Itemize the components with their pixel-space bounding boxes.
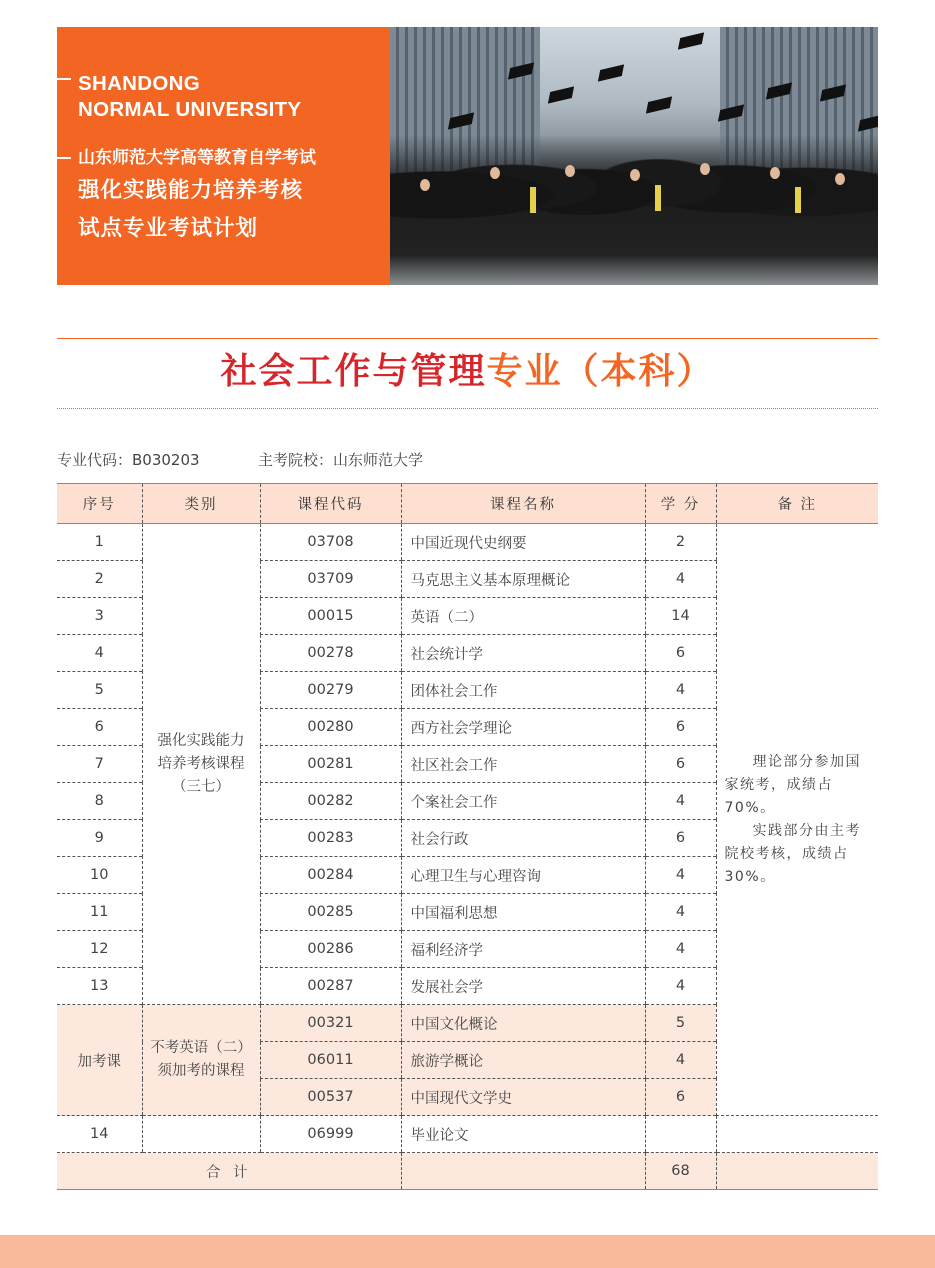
note-practice: 实践部分由主考院校考核，成绩占30%。 [724, 822, 861, 885]
course-name: 马克思主义基本原理概论 [401, 561, 645, 598]
grad-cap-icon [598, 64, 624, 81]
header-banner [57, 27, 878, 285]
banner-subtitle-1: 山东师范大学高等教育自学考试 [78, 148, 316, 168]
category-main [142, 524, 260, 1005]
note-cell [716, 524, 878, 1116]
course-code: 00285 [260, 894, 401, 931]
course-code: 00537 [260, 1079, 401, 1116]
graduation-photo [390, 27, 878, 285]
banner-text-panel [57, 27, 390, 285]
course-code: 00279 [260, 672, 401, 709]
course-credit: 4 [645, 931, 716, 968]
face [700, 163, 710, 175]
course-credit: 4 [645, 561, 716, 598]
row-no: 1 [57, 524, 142, 561]
table-header-row [57, 484, 878, 524]
course-credit: 4 [645, 968, 716, 1005]
row-no: 3 [57, 598, 142, 635]
header-credit: 学 分 [645, 484, 716, 524]
course-name: 毕业论文 [401, 1116, 645, 1153]
category-empty [142, 1116, 260, 1153]
title-bottom-rule [57, 408, 878, 409]
row-no: 4 [57, 635, 142, 672]
course-code: 06999 [260, 1116, 401, 1153]
category-main-line1: 强化实践能力 [157, 732, 245, 749]
course-credit: 6 [645, 709, 716, 746]
course-name: 社区社会工作 [401, 746, 645, 783]
header-no: 序号 [57, 484, 142, 524]
row-no: 12 [57, 931, 142, 968]
course-code: 00282 [260, 783, 401, 820]
course-code: 00287 [260, 968, 401, 1005]
university-name-en-line1: SHANDONG [78, 72, 200, 95]
course-credit: 4 [645, 857, 716, 894]
course-code: 00283 [260, 820, 401, 857]
category-add [142, 1005, 260, 1116]
note-theory: 理论部分参加国家统考，成绩占70%。 [724, 753, 861, 816]
grad-cap-icon [678, 32, 704, 49]
course-name: 中国文化概论 [401, 1005, 645, 1042]
total-label: 合 计 [57, 1153, 401, 1190]
total-empty-note [716, 1153, 878, 1190]
course-name: 西方社会学理论 [401, 709, 645, 746]
category-add-label: 加考课 [57, 1005, 142, 1116]
course-credit: 4 [645, 894, 716, 931]
grad-cap-icon [548, 86, 574, 103]
course-name: 心理卫生与心理咨询 [401, 857, 645, 894]
row-no: 11 [57, 894, 142, 931]
course-credit: 6 [645, 746, 716, 783]
stole [795, 187, 801, 213]
host-school: 主考院校：山东师范大学 [258, 451, 424, 469]
course-credit: 4 [645, 672, 716, 709]
table-row-total [57, 1153, 878, 1190]
table-row [57, 524, 878, 561]
row-no: 5 [57, 672, 142, 709]
decor-line [57, 78, 71, 80]
course-credit: 2 [645, 524, 716, 561]
course-name: 福利经济学 [401, 931, 645, 968]
major-title-name: 社会工作与管理 [220, 351, 487, 392]
course-name: 社会行政 [401, 820, 645, 857]
course-name: 旅游学概论 [401, 1042, 645, 1079]
course-code: 03708 [260, 524, 401, 561]
face [835, 173, 845, 185]
course-code: 00280 [260, 709, 401, 746]
exam-plan-table [57, 483, 878, 1190]
face [565, 165, 575, 177]
course-code: 00015 [260, 598, 401, 635]
course-name: 发展社会学 [401, 968, 645, 1005]
row-no: 13 [57, 968, 142, 1005]
category-add-line2: 须加考的课程 [157, 1063, 245, 1079]
course-credit: 14 [645, 598, 716, 635]
row-no: 9 [57, 820, 142, 857]
row-no: 2 [57, 561, 142, 598]
course-name: 中国现代文学史 [401, 1079, 645, 1116]
course-name: 中国福利思想 [401, 894, 645, 931]
header-note: 备 注 [716, 484, 878, 524]
header-category: 类别 [142, 484, 260, 524]
total-empty-name [401, 1153, 645, 1190]
graduates-crowd [390, 135, 878, 285]
category-main-line3: （三七） [172, 778, 230, 795]
major-title-level: 专业（本科） [486, 351, 715, 392]
face [770, 167, 780, 179]
decor-line [57, 157, 71, 159]
header-name: 课程名称 [401, 484, 645, 524]
course-name: 个案社会工作 [401, 783, 645, 820]
course-name: 社会统计学 [401, 635, 645, 672]
course-code: 00321 [260, 1005, 401, 1042]
category-add-line1: 不考英语（二） [150, 1040, 252, 1056]
face [630, 169, 640, 181]
table-row-thesis [57, 1116, 878, 1153]
course-credit: 6 [645, 1079, 716, 1116]
row-no: 6 [57, 709, 142, 746]
footer-bar [0, 1235, 935, 1268]
course-credit [645, 1116, 716, 1153]
total-credit: 68 [645, 1153, 716, 1190]
course-name: 英语（二） [401, 598, 645, 635]
course-code: 06011 [260, 1042, 401, 1079]
face [420, 179, 430, 191]
course-code: 03709 [260, 561, 401, 598]
major-title [57, 346, 878, 398]
face [490, 167, 500, 179]
grad-cap-icon [646, 96, 672, 113]
stole [655, 185, 661, 211]
category-main-line2: 培养考核课程 [157, 755, 245, 772]
course-code: 00278 [260, 635, 401, 672]
title-top-rule [57, 338, 878, 339]
banner-subtitle-3: 试点专业考试计划 [78, 216, 259, 241]
course-credit: 6 [645, 635, 716, 672]
row-no: 10 [57, 857, 142, 894]
course-name: 团体社会工作 [401, 672, 645, 709]
major-code: 专业代码：B030203 [57, 451, 200, 469]
course-code: 00284 [260, 857, 401, 894]
row-no: 8 [57, 783, 142, 820]
course-credit: 4 [645, 783, 716, 820]
course-credit: 4 [645, 1042, 716, 1079]
course-code: 00286 [260, 931, 401, 968]
header-code: 课程代码 [260, 484, 401, 524]
course-code: 00281 [260, 746, 401, 783]
course-credit: 6 [645, 820, 716, 857]
banner-subtitle-2: 强化实践能力培养考核 [78, 178, 304, 203]
stole [530, 187, 536, 213]
university-name-en [78, 71, 301, 123]
university-name-en-line2: NORMAL UNIVERSITY [78, 98, 302, 121]
course-credit: 5 [645, 1005, 716, 1042]
course-name: 中国近现代史纲要 [401, 524, 645, 561]
note-empty [716, 1116, 878, 1153]
row-no: 14 [57, 1116, 142, 1153]
row-no: 7 [57, 746, 142, 783]
